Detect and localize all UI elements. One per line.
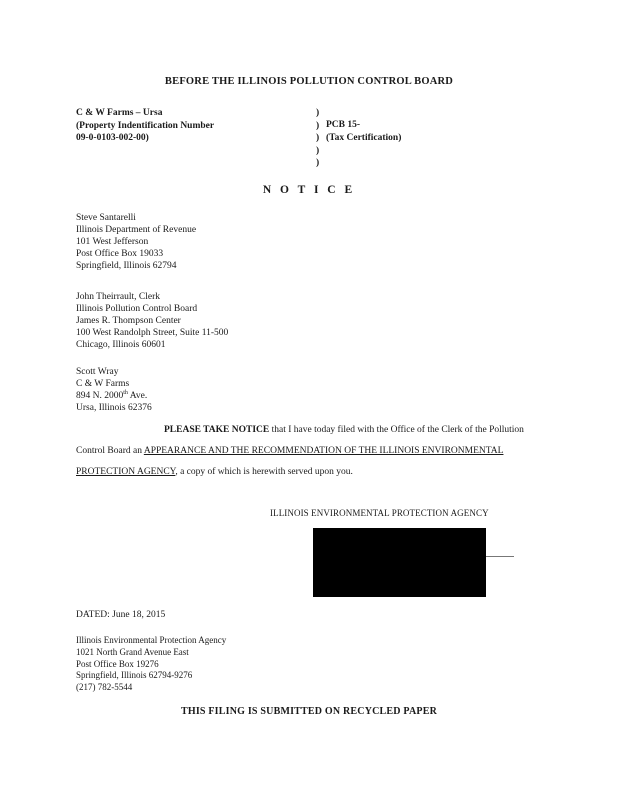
caption-paren: ) xyxy=(316,120,320,131)
caption-parentheses xyxy=(316,107,319,170)
signature-agency: ILLINOIS ENVIRONMENTAL PROTECTION AGENCY xyxy=(270,508,489,518)
recipient-line: Post Office Box 19033 xyxy=(76,249,164,260)
recipient-line: C & W Farms xyxy=(76,379,130,390)
recipient-line: Springfield, Illinois 62794 xyxy=(76,261,177,272)
filing-title: APPEARANCE AND THE RECOMMENDATION OF THE ILLINOIS ENVIRONMENTAL PROTECTION AGENCY xyxy=(76,446,504,477)
recycled-paper-notice: THIS FILING IS SUBMITTED ON RECYCLED PAPER xyxy=(180,706,438,717)
caption-case-line: (Tax Certification) xyxy=(326,132,402,143)
recipient-line: Scott Wray xyxy=(76,367,119,377)
recipient-block xyxy=(76,212,196,272)
recipient-street: 894 N. 2000 xyxy=(76,391,124,402)
notice-text-1: that I have today filed with the Office of the Clerk of the Pollution Control Board an xyxy=(76,425,524,456)
recipient-line: John Theirrault, Clerk xyxy=(76,292,160,302)
caption-party-line: (Property Indentification Number xyxy=(76,120,215,131)
recipient-line: 101 West Jefferson xyxy=(76,237,149,248)
agency-address-line: Illinois Environmental Protection Agency xyxy=(76,635,227,645)
document-title: BEFORE THE ILLINOIS POLLUTION CONTROL BOARD xyxy=(164,76,454,87)
recipient-line: 100 West Randolph Street, Suite 11-500 xyxy=(76,328,229,339)
signature-line xyxy=(486,556,514,557)
caption-paren: ) xyxy=(316,145,320,156)
caption-case xyxy=(326,119,401,144)
ordinal-suffix: th xyxy=(123,390,128,397)
agency-address-line: (217) 782-5544 xyxy=(76,682,133,693)
notice-body xyxy=(76,420,546,483)
notice-text-2: , a copy of which is herewith served upon you. xyxy=(175,467,353,477)
notice-heading: N O T I C E xyxy=(262,184,356,196)
dated-line: DATED: June 18, 2015 xyxy=(76,610,166,620)
agency-address-line: 1021 North Grand Avenue East xyxy=(76,646,189,657)
recipient-line: Illinois Pollution Control Board xyxy=(76,304,198,315)
recipient-line: Ursa, Illinois 62376 xyxy=(76,403,152,414)
agency-address-line: Springfield, Illinois 62794-9276 xyxy=(76,670,193,681)
recipient-block xyxy=(76,366,152,414)
caption-party xyxy=(76,107,214,145)
recipient-line: Chicago, Illinois 60601 xyxy=(76,340,166,351)
caption-case-line: PCB 15- xyxy=(326,120,361,130)
caption-paren: ) xyxy=(316,108,320,118)
caption-party-line: 09-0-0103-002-00) xyxy=(76,133,149,144)
caption-paren: ) xyxy=(316,133,320,144)
caption-party-line: C & W Farms – Ursa xyxy=(76,108,163,118)
street-type: Ave. xyxy=(127,391,148,402)
recipient-block xyxy=(76,291,228,351)
redacted-signature xyxy=(313,528,486,597)
agency-address-line: Post Office Box 19276 xyxy=(76,658,159,669)
notice-lead: PLEASE TAKE NOTICE xyxy=(164,425,270,435)
caption-paren: ) xyxy=(316,158,320,169)
recipient-line: Illinois Department of Revenue xyxy=(76,225,197,236)
agency-address xyxy=(76,635,226,694)
recipient-line: Steve Santarelli xyxy=(76,213,136,223)
recipient-line: James R. Thompson Center xyxy=(76,316,181,327)
recipient-address-line xyxy=(76,390,152,402)
